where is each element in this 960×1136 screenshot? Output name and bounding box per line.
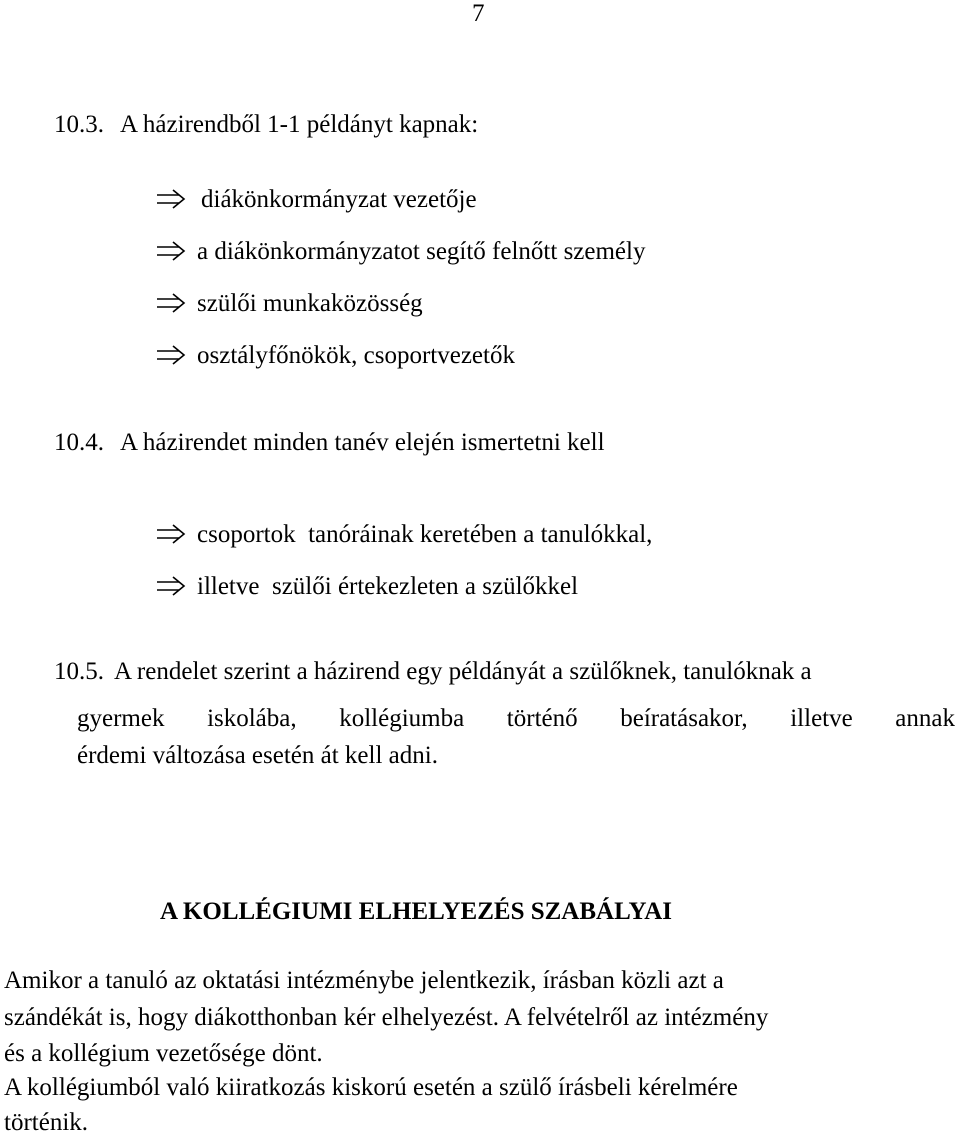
double-right-arrow-icon	[155, 292, 187, 314]
section-number: 10.5.	[54, 658, 104, 685]
double-right-arrow-icon	[155, 188, 187, 210]
paragraph-line: A kollégiumból való kiiratkozás kiskorú esetén a szülő írásbeli kérelmére	[4, 1074, 738, 1101]
section-10-4-heading	[54, 430, 605, 455]
section-title: A KOLLÉGIUMI ELHELYEZÉS SZABÁLYAI	[160, 898, 673, 925]
list-item: a diákönkormányzatot segítő felnőtt személy	[155, 239, 645, 264]
list-item: diákönkormányzat vezetője	[155, 187, 477, 212]
section-text: A rendelet szerint a házirend egy példányát a szülőknek, tanulóknak a	[114, 658, 812, 685]
section-10-5-continuation: gyermek iskolába, kollégiumba történő beíratásakor, illetve annak	[77, 705, 955, 732]
paragraph-line: történik.	[4, 1109, 89, 1136]
list-item: illetve szülői értekezleten a szülőkkel	[155, 574, 578, 599]
double-right-arrow-icon	[155, 523, 187, 545]
section-text: A házirendet minden tanév elején ismertetni kell	[120, 429, 605, 456]
list-item: csoportok tanóráinak keretében a tanulókkal,	[155, 522, 652, 547]
page-number: 7	[472, 0, 485, 27]
section-number: 10.4.	[54, 429, 104, 456]
section-number: 10.3.	[54, 111, 104, 138]
double-right-arrow-icon	[155, 240, 187, 262]
list-item: osztályfőnökök, csoportvezetők	[155, 343, 515, 368]
section-10-5-line	[54, 659, 812, 684]
double-right-arrow-icon	[155, 344, 187, 366]
double-right-arrow-icon	[155, 575, 187, 597]
section-10-5-continuation: érdemi változása esetén át kell adni.	[77, 742, 438, 769]
paragraph-line: és a kollégium vezetősége dönt.	[4, 1040, 323, 1067]
section-text: A házirendből 1-1 példányt kapnak:	[120, 111, 479, 138]
section-10-3-heading	[54, 112, 478, 137]
list-item: szülői munkaközösség	[155, 291, 423, 316]
paragraph-line: Amikor a tanuló az oktatási intézménybe jelentkezik, írásban közli azt a	[4, 967, 724, 994]
paragraph-line: szándékát is, hogy diákotthonban kér elhelyezést. A felvételről az intézmény	[4, 1004, 769, 1031]
